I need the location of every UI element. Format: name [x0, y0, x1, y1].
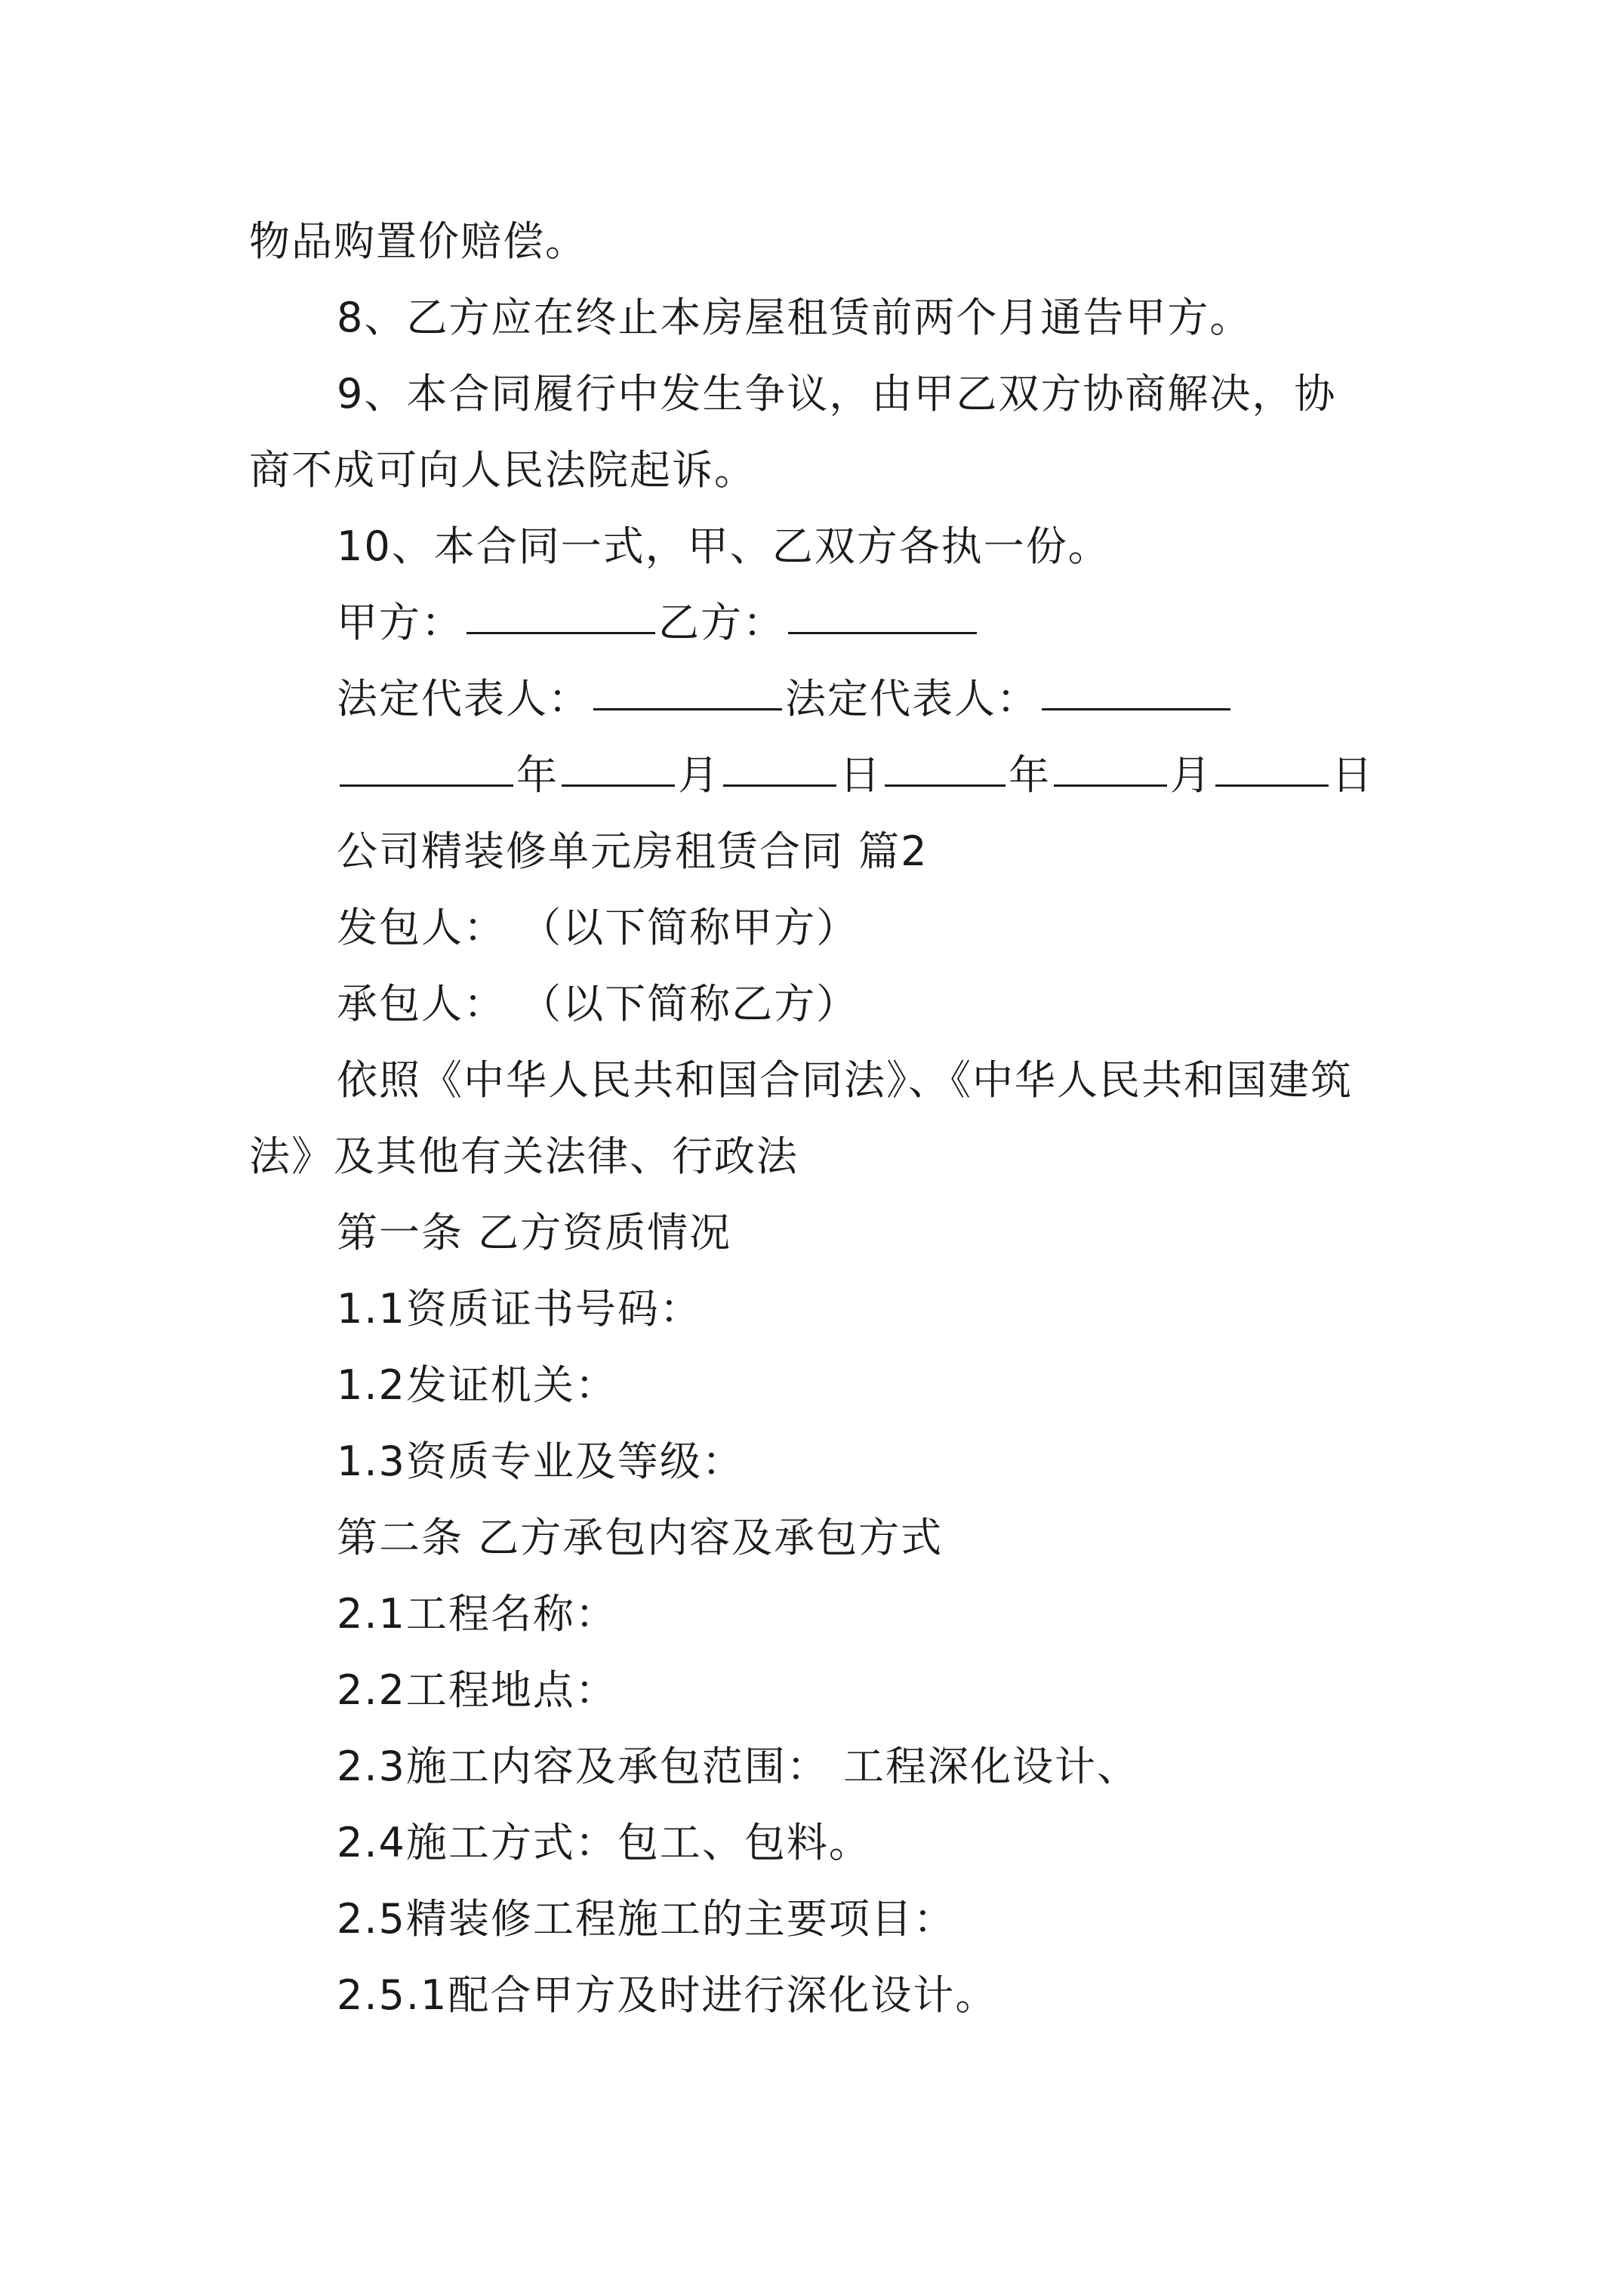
paragraph-line: 8、乙方应在终止本房屋租赁前两个月通告甲方。 — [337, 294, 1252, 341]
paragraph-line: 2.2工程地点： — [337, 1666, 617, 1714]
paragraph-line: 商不成可向人民法院起诉。 — [249, 446, 756, 494]
signature-representatives-line — [337, 661, 1623, 737]
day-b-blank — [1215, 738, 1329, 787]
paragraph-line: 1.3资质专业及等级： — [337, 1438, 744, 1485]
rep-a-label: 法定代表人： — [337, 675, 590, 723]
day-a-blank — [723, 738, 836, 787]
date-b-blank — [885, 738, 1006, 787]
paragraph-line: 依照《中华人民共和国合同法》、《中华人民共和国建筑 — [337, 1056, 1353, 1104]
paragraph-line: 承包人： （以下简称乙方） — [337, 980, 859, 1028]
month-a-blank — [562, 738, 675, 787]
day-label: 日 — [1332, 751, 1374, 799]
party-a-label: 甲方： — [337, 599, 463, 646]
paragraph-line: 法》及其他有关法律、行政法 — [249, 1133, 799, 1180]
paragraph-line: 2.5.1配合甲方及时进行深化设计。 — [337, 1971, 998, 2019]
day-label: 日 — [839, 751, 882, 799]
article-heading: 第二条 乙方承包内容及承包方式 — [337, 1514, 944, 1561]
year-label: 年 — [516, 751, 559, 799]
paragraph-line: 2.4施工方式：包工、包料。 — [337, 1819, 871, 1866]
year-label: 年 — [1009, 751, 1051, 799]
paragraph-line: 2.1工程名称： — [337, 1590, 617, 1638]
party-b-label: 乙方： — [658, 599, 785, 646]
article-heading: 第一条 乙方资质情况 — [337, 1209, 732, 1256]
signature-parties-line — [337, 585, 1623, 661]
section-title: 公司精装修单元房租赁合同 篇2 — [337, 827, 929, 875]
rep-a-blank — [593, 661, 782, 710]
paragraph-line: 2.3施工内容及承包范围： 工程深化设计、 — [337, 1743, 1140, 1790]
month-label: 月 — [678, 751, 720, 799]
rep-b-blank — [1042, 661, 1230, 710]
party-a-blank — [467, 585, 655, 634]
paragraph-line: 9、本合同履行中发生争议，由甲乙双方协商解决，协 — [337, 370, 1337, 418]
rep-b-label: 法定代表人： — [785, 675, 1039, 723]
party-b-blank — [788, 585, 977, 634]
paragraph-line: 1.1资质证书号码： — [337, 1285, 702, 1333]
date-a-blank — [340, 738, 513, 787]
paragraph-line: 物品购置价赔偿。 — [249, 217, 587, 265]
paragraph-line: 10、本合同一式，甲、乙双方各执一份。 — [337, 522, 1110, 570]
paragraph-line: 2.5精装修工程施工的主要项目： — [337, 1895, 956, 1943]
paragraph-line: 发包人： （以下简称甲方） — [337, 904, 859, 951]
month-b-blank — [1054, 738, 1167, 787]
signature-dates-line — [337, 738, 1623, 813]
paragraph-line: 1.2发证机关： — [337, 1361, 617, 1409]
month-label: 月 — [1170, 751, 1212, 799]
